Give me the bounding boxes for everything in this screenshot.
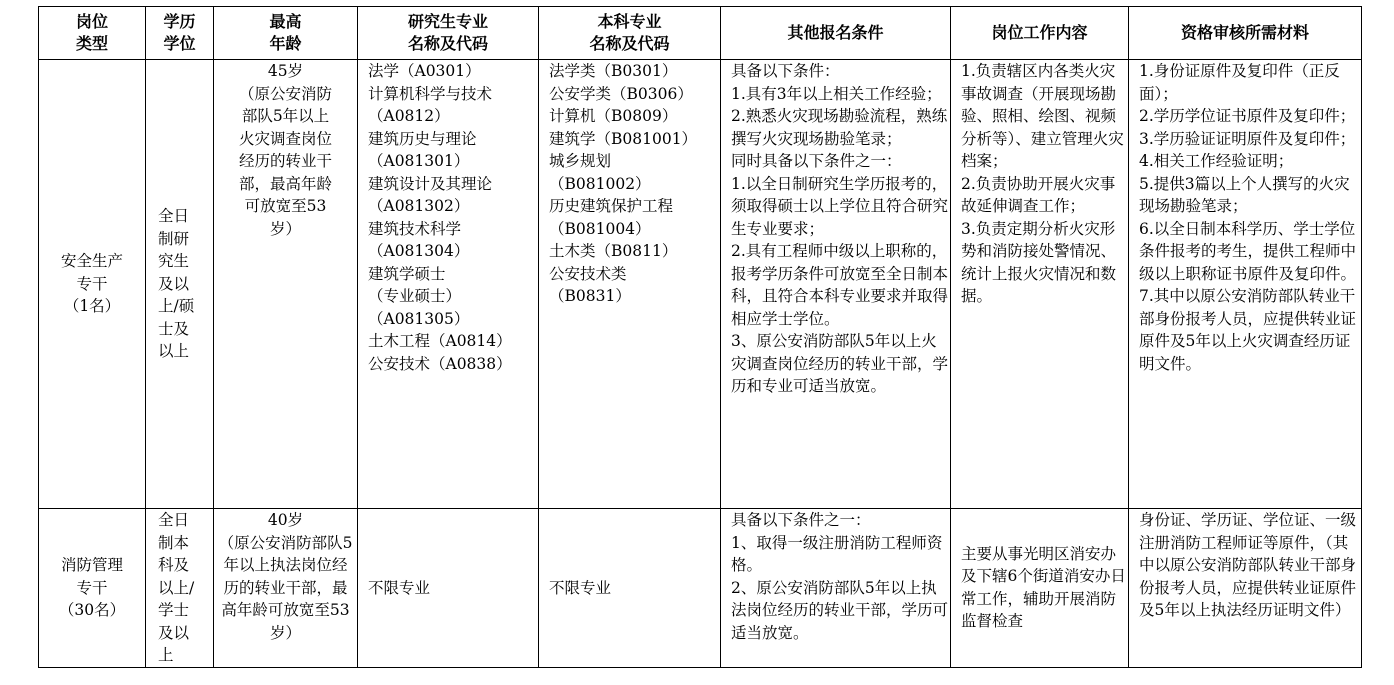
- job-duties-cell: 主要从事光明区消安办及下辖6个街道消安办日常工作，辅助开展消防监督检查: [951, 509, 1129, 668]
- header-graduate-major: 研究生专业 名称及代码: [358, 7, 539, 60]
- max-age-cell: 40岁 （原公安消防部队5年以上执法岗位经历的转业干部，最高年龄可放宽至53岁）: [214, 509, 358, 668]
- header-job-duties: 岗位工作内容: [951, 7, 1129, 60]
- required-materials-cell: 身份证、学历证、学位证、一级注册消防工程师证等原件，（其中以原公安消防部队转业干部身份报考人员，应提供转业证原件及5年以上执法经历证明文件）: [1129, 509, 1362, 668]
- table-row: [39, 60, 1362, 509]
- header-undergraduate-major: 本科专业 名称及代码: [539, 7, 721, 60]
- header-position-type: 岗位 类型: [39, 7, 146, 60]
- position-type-cell: 安全生产 专干 （1名）: [39, 60, 146, 509]
- required-materials-cell: 1.身份证原件及复印件（正反面）； 2.学历学位证书原件及复印件； 3.学历验证证明原件及复印件； 4.相关工作经验证明； 5.提供3篇以上个人撰写的火灾现场勘验笔录； 6.以全日制本科学历、学士学位条件报考的考生，提供工程师中级以上职称证书原件及复印件。 7.其中以原公安消防部队转业干部身份报考人员，应提供转业证原件及5年以上火灾调查经历证明文件。: [1129, 60, 1362, 509]
- other-conditions-cell: 具备以下条件之一： 1、取得一级注册消防工程师资格。 2、原公安消防部队5年以上执法岗位经历的转业干部，学历可适当放宽。: [721, 509, 951, 668]
- graduate-major-cell: 法学（A0301） 计算机科学与技术 （A0812） 建筑历史与理论 （A081301） 建筑设计及其理论 （A081302） 建筑技术科学 （A081304） 建筑学硕士 （专业硕士） （A081305） 土木工程（A0814） 公安技术（A0838）: [358, 60, 539, 509]
- recruitment-table: [38, 6, 1362, 668]
- header-other-conditions: 其他报名条件: [721, 7, 951, 60]
- table-row: [39, 509, 1362, 668]
- other-conditions-cell: 具备以下条件： 1.具有3年以上相关工作经验； 2.熟悉火灾现场勘验流程，熟练撰写火灾现场勘验笔录； 同时具备以下条件之一： 1.以全日制研究生学历报考的，须取得硕士以上学位且符合研究生专业要求； 2.具有工程师中级以上职称的，报考学历条件可放宽至全日制本科，且符合本科专业要求并取得相应学士学位。 3、原公安消防部队5年以上火灾调查岗位经历的转业干部，学历和专业可适当放宽。: [721, 60, 951, 509]
- max-age-cell: 45岁 （原公安消防 部队5年以上 火灾调查岗位 经历的转业干 部，最高年龄 可放宽至53 岁）: [214, 60, 358, 509]
- job-duties-cell: 1.负责辖区内各类火灾事故调查（开展现场勘验、照相、绘图、视频分析等）、建立管理火灾档案； 2.负责协助开展火灾事故延伸调查工作； 3.负责定期分析火灾形势和消防接处警情况、统计上报火灾情况和数据。: [951, 60, 1129, 509]
- position-type-cell: 消防管理 专干 （30名）: [39, 509, 146, 668]
- education-cell: 全日 制本 科及 以上/ 学士 及以 上: [146, 509, 214, 668]
- header-education: 学历 学位: [146, 7, 214, 60]
- education-cell: 全日 制研 究生 及以 上/硕 士及 以上: [146, 60, 214, 509]
- graduate-major-cell: 不限专业: [358, 509, 539, 668]
- undergraduate-major-cell: 法学类（B0301） 公安学类（B0306） 计算机（B0809） 建筑学（B081001） 城乡规划 （B081002） 历史建筑保护工程 （B081004） 土木类（B0811） 公安技术类 （B0831）: [539, 60, 721, 509]
- header-row: [39, 7, 1362, 60]
- undergraduate-major-cell: 不限专业: [539, 509, 721, 668]
- header-max-age: 最高 年龄: [214, 7, 358, 60]
- header-required-materials: 资格审核所需材料: [1129, 7, 1362, 60]
